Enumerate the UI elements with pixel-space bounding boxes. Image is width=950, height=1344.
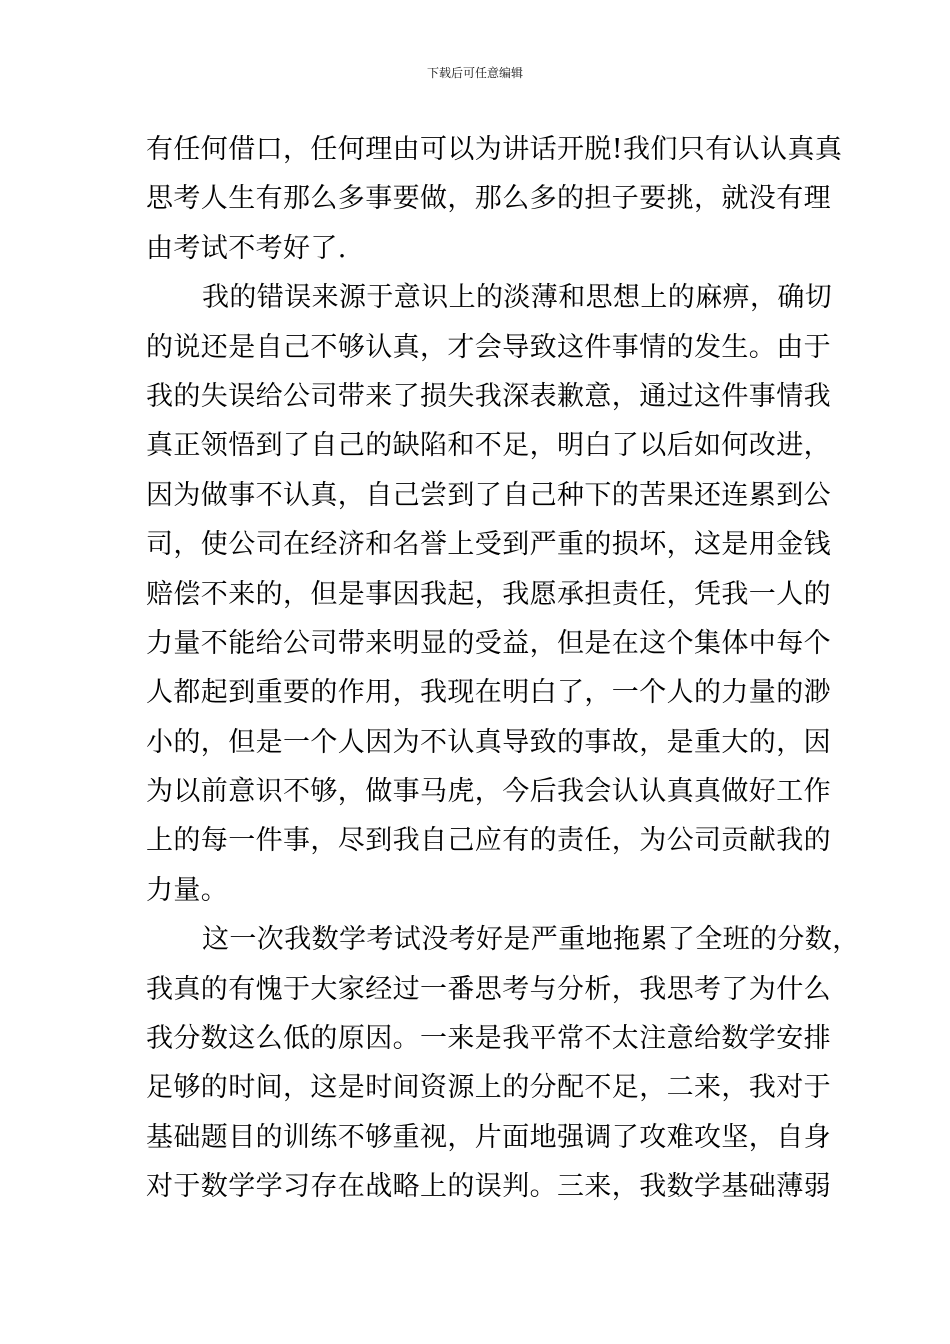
paragraph-2-line-2: 的说还是自己不够认真，才会导致这件事情的发生。由于 — [146, 331, 831, 363]
paragraph-3-line-4: 足够的时间，这是时间资源上的分配不足，二来，我对于 — [146, 1072, 831, 1104]
paragraph-2-line-1: 我的错误来源于意识上的淡薄和思想上的麻痹，确切 — [202, 282, 833, 314]
paragraph-2-line-13: 力量。 — [146, 874, 229, 906]
paragraph-1-line-1: 有任何借口，任何理由可以为讲话开脱!我们只有认认真真 — [146, 134, 843, 165]
paragraph-2-line-9: 人都起到重要的作用，我现在明白了，一个人的力量的渺 — [146, 677, 831, 709]
document-body — [146, 125, 860, 1212]
paragraph-3-line-6: 对于数学学习存在战略上的误判。三来，我数学基础薄弱 — [146, 1171, 831, 1203]
paragraph-1-line-2: 思考人生有那么多事要做，那么多的担子要挑，就没有理 — [146, 183, 831, 215]
paragraph-3-line-3: 我分数这么低的原因。一来是我平常不太注意给数学安排 — [146, 1023, 831, 1055]
paragraph-2-line-3: 我的失误给公司带来了损失我深表歉意，通过这件事情我 — [146, 380, 831, 412]
paragraph-2-line-6: 司，使公司在经济和名誉上受到严重的损坏，这是用金钱 — [146, 529, 831, 561]
paragraph-2-line-7: 赔偿不来的，但是事因我起，我愿承担责任，凭我一人的 — [146, 578, 831, 610]
page-header: 下载后可任意编辑 — [426, 66, 523, 80]
paragraph-2-line-11: 为以前意识不够，做事马虎，今后我会认认真真做好工作 — [146, 776, 831, 808]
paragraph-2-line-10: 小的，但是一个人因为不认真导致的事故，是重大的，因 — [146, 726, 831, 758]
paragraph-2-line-12: 上的每一件事，尽到我自己应有的责任，为公司贡献我的 — [146, 825, 831, 857]
paragraph-2-line-4: 真正领悟到了自己的缺陷和不足，明白了以后如何改进， — [146, 430, 831, 462]
paragraph-3-line-2: 我真的有愧于大家经过一番思考与分析，我思考了为什么 — [146, 973, 831, 1005]
paragraph-3-line-5: 基础题目的训练不够重视，片面地强调了攻难攻坚，自身 — [146, 1121, 831, 1153]
paragraph-2-line-5: 因为做事不认真，自己尝到了自己种下的苦果还连累到公 — [146, 479, 831, 511]
paragraph-3-line-1: 这一次我数学考试没考好是严重地拖累了全班的分数， — [202, 924, 860, 956]
paragraph-1-line-3: 由考试不考好了. — [146, 232, 347, 264]
paragraph-2-line-8: 力量不能给公司带来明显的受益，但是在这个集体中每个 — [146, 627, 831, 659]
